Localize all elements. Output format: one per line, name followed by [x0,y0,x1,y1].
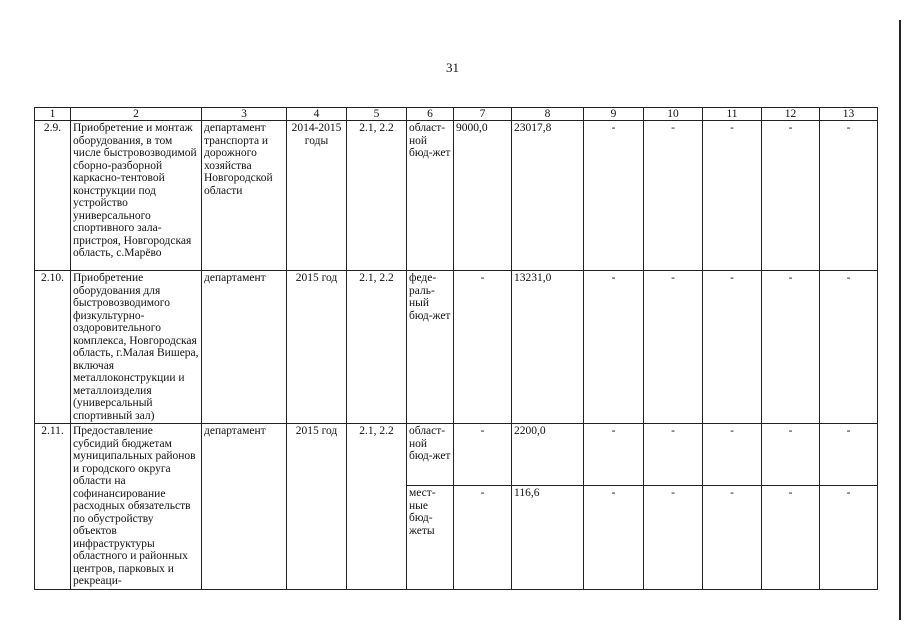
row-value-9: - [584,271,644,424]
row-value-13: - [820,424,878,486]
row-value-10: - [644,486,703,589]
col-header: 8 [512,108,584,121]
col-header: 9 [584,108,644,121]
row-source: феде-раль-ный бюд-жет [407,271,454,424]
col-header: 5 [347,108,407,121]
row-number: 2.10. [35,271,71,424]
row-value-12: - [762,121,820,271]
row-term: 2014-2015 годы [287,121,347,271]
row-value-11: - [703,271,762,424]
row-value-9: - [584,486,644,589]
row-executor: департамент транспорта и дорожного хозяйства Новгородской области [202,121,287,271]
row-value-8: 13231,0 [512,271,584,424]
row-number: 2.11. [35,424,71,590]
col-header: 2 [71,108,202,121]
col-header: 3 [202,108,287,121]
row-value-11: - [703,424,762,486]
row-target: 2.1, 2.2 [347,121,407,271]
table-row [35,424,878,486]
col-header: 11 [703,108,762,121]
row-value-10: - [644,121,703,271]
col-header: 10 [644,108,703,121]
row-source: област-ной бюд-жет [407,121,454,271]
row-value-13: - [820,121,878,271]
row-source: мест-ные бюд-жеты [407,486,454,589]
row-description: Приобретение оборудования для быстровозводимого физкультурно-оздоровительного комплекса, Новгородская область, г.Малая Вишера, включая металлоконструкции и металлоизделия (универсальный спортивный зал) [71,271,202,424]
row-value-13: - [820,271,878,424]
page-number: 31 [446,60,459,75]
row-value-7: - [454,271,512,424]
row-value-12: - [762,424,820,486]
row-description: Предоставление субсидий бюджетам муниципальных районов и городского округа области на софинансирование расходных обязательств по обустройству объектов инфраструктуры областного и районных центров, парковых и рекреаци- [71,424,202,590]
row-value-9: - [584,424,644,486]
table-row [35,121,878,271]
row-target: 2.1, 2.2 [347,271,407,424]
row-value-12: - [762,271,820,424]
table-row [35,271,878,424]
row-number: 2.9. [35,121,71,271]
row-value-12: - [762,486,820,589]
col-header: 12 [762,108,820,121]
row-source: област-ной бюд-жет [407,424,454,486]
row-value-11: - [703,486,762,589]
row-value-9: - [584,121,644,271]
row-value-13: - [820,486,878,589]
row-value-8: 2200,0 [512,424,584,486]
row-value-8: 116,6 [512,486,584,589]
row-value-10: - [644,271,703,424]
col-header: 7 [454,108,512,121]
row-target: 2.1, 2.2 [347,424,407,590]
row-value-7: - [454,486,512,589]
row-term: 2015 год [287,271,347,424]
row-executor: департамент [202,424,287,590]
row-executor: департамент [202,271,287,424]
col-header: 13 [820,108,878,121]
row-value-10: - [644,424,703,486]
row-value-11: - [703,121,762,271]
row-value-8: 23017,8 [512,121,584,271]
col-header: 1 [35,108,71,121]
budget-table [34,107,878,590]
row-description: Приобретение и монтаж оборудования, в том числе быстровозводимой сборно-разборной каркасно-тентовой конструкции под устройство универсального спортивного зала-пристроя, Новгородская область, с.Марёво [71,121,202,271]
header-row [35,108,878,121]
page-edge-line [899,20,901,620]
col-header: 4 [287,108,347,121]
row-term: 2015 год [287,424,347,590]
row-value-7: - [454,424,512,486]
col-header: 6 [407,108,454,121]
row-value-7: 9000,0 [454,121,512,271]
